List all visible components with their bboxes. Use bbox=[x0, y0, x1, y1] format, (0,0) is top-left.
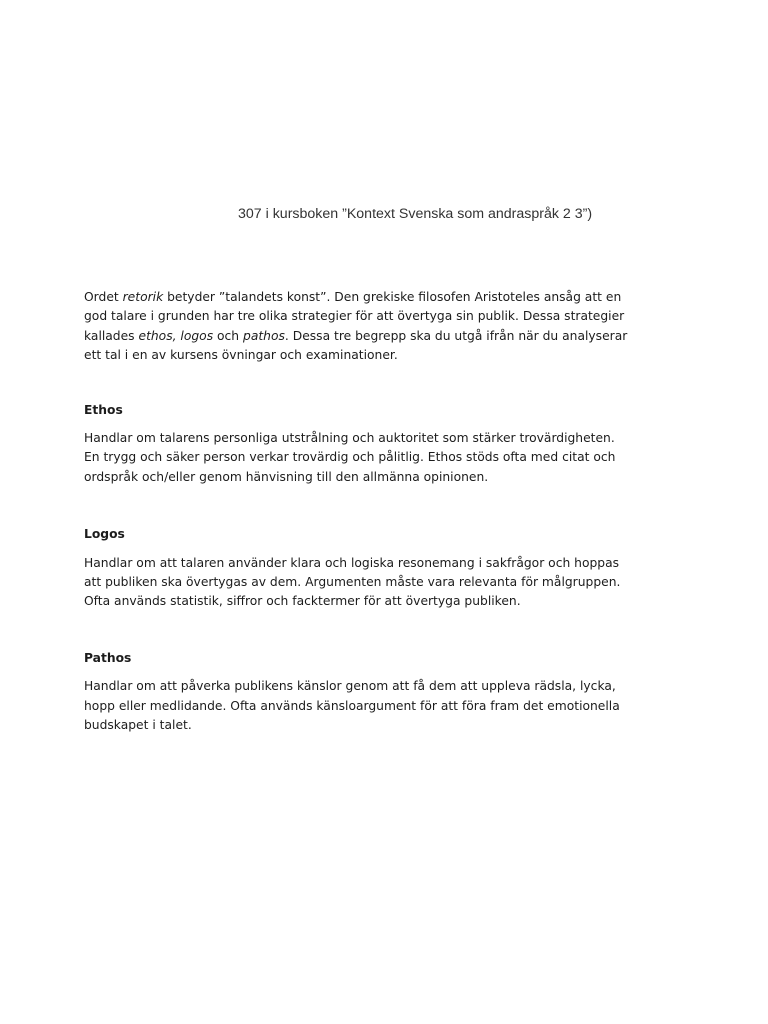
intro-text-4: . Dessa tre begrepp ska du utgå ifrån när du analyserar ett tal i en av kursens övningar och examinationer. bbox=[84, 328, 628, 363]
intro-paragraph bbox=[84, 288, 629, 366]
logos-text: Handlar om att talaren använder klara och logiska resonemang i sakfrågor och hoppas att publiken ska övertygas av dem. Argumenten måste vara relevanta för målgruppen. Ofta används statistik, siffror och facktermer för att övertyga publiken. bbox=[84, 555, 621, 609]
term-ethos-logos: ethos, logos bbox=[138, 328, 214, 343]
source-reference: 307 i kursboken ”Kontext Svenska som andraspråk 2 3”) bbox=[238, 206, 593, 222]
term-pathos: pathos bbox=[243, 328, 285, 343]
ethos-heading: Ethos bbox=[84, 402, 123, 417]
intro-text-3: och bbox=[213, 328, 244, 343]
intro-text-1: Ordet bbox=[84, 290, 123, 304]
document-body bbox=[84, 288, 629, 736]
term-retorik: retorik bbox=[122, 290, 164, 304]
pathos-text: Handlar om att påverka publikens känslor genom att få dem att uppleva rädsla, lycka, hopp eller medlidande. Ofta används känsloargument för att föra fram det emotionella budskapet i talet. bbox=[84, 679, 620, 733]
intro-text-2: betyder ”talandets konst”. Den grekiske filosofen Aristoteles ansåg att en god talare i grunden har tre olika strategier för att övertyga sin publik. Dessa strategier kallades bbox=[84, 290, 625, 343]
logos-heading: Logos bbox=[84, 527, 125, 542]
pathos-heading: Pathos bbox=[84, 650, 132, 665]
ethos-text: Handlar om talarens personliga utstrålning och auktoritet som stärker trovärdigheten. En trygg och säker person verkar trovärdig och pålitlig. Ethos stöds ofta med citat och ordspråk och/eller genom hänvisning till den allmänna opinionen. bbox=[84, 431, 616, 484]
